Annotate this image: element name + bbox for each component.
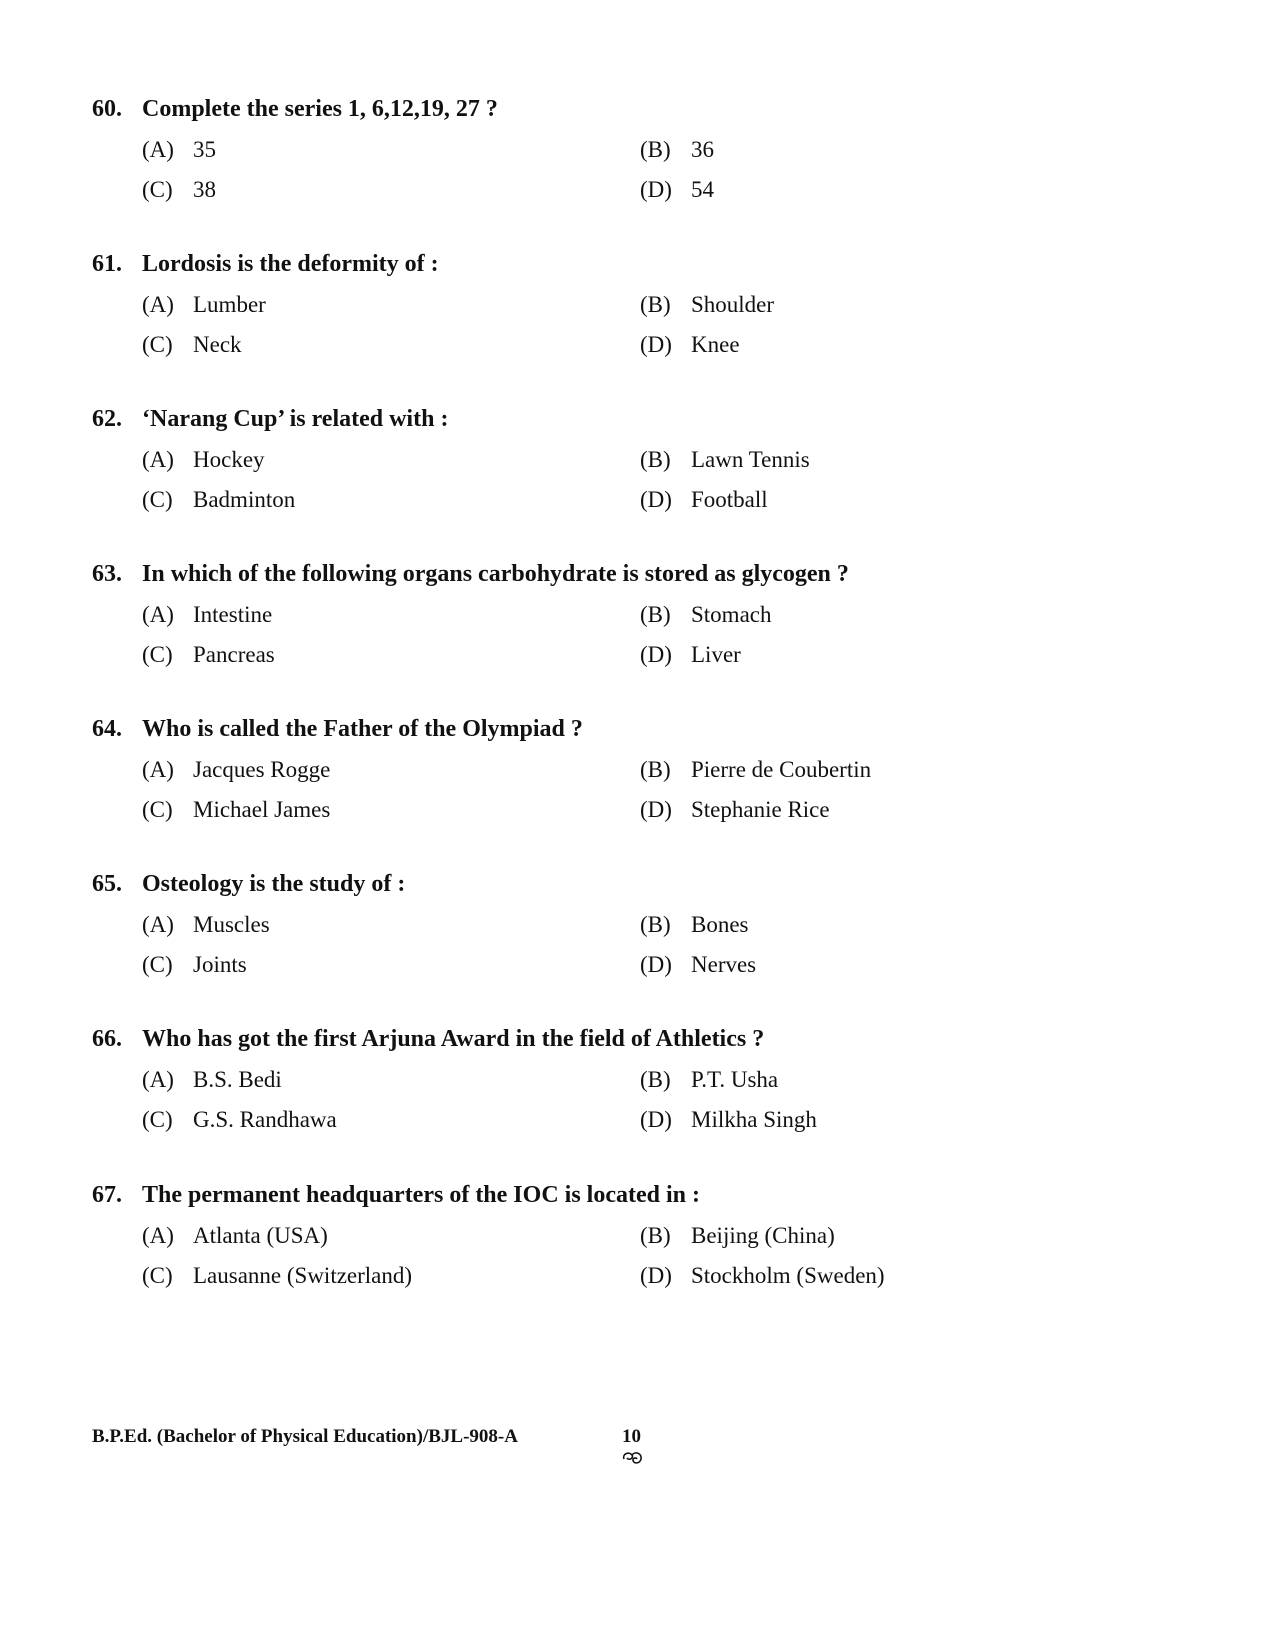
question-heading (92, 714, 583, 744)
question-number: 61. (92, 251, 122, 277)
option-label: (C) (142, 952, 173, 977)
question-heading (92, 249, 439, 279)
footer-course-code: B.P.Ed. (Bachelor of Physical Education)/BJL-908-A (92, 1426, 518, 1447)
option-text: Stephanie Rice (691, 797, 830, 822)
option-a (142, 755, 330, 785)
option-c (142, 175, 216, 205)
option-label: (C) (142, 642, 173, 667)
page-number: 10 (622, 1426, 641, 1447)
option-label: (C) (142, 1107, 173, 1132)
option-text: 54 (691, 177, 714, 202)
option-label: (A) (142, 757, 174, 782)
option-d (640, 795, 830, 825)
option-label: (B) (640, 137, 671, 162)
option-b (640, 910, 749, 940)
option-label: (B) (640, 757, 671, 782)
option-text: Pierre de Coubertin (691, 757, 872, 782)
option-label: (D) (640, 487, 672, 512)
option-a (142, 600, 272, 630)
option-text: Liver (691, 642, 741, 667)
question-heading (92, 559, 849, 589)
question-66 (92, 1024, 1192, 1174)
option-text: Lausanne (Switzerland) (193, 1263, 413, 1288)
question-text: Who is called the Father of the Olympiad ? (142, 716, 583, 742)
option-label: (D) (640, 952, 672, 977)
option-label: (A) (142, 912, 174, 937)
option-text: Lumber (193, 292, 266, 317)
question-64 (92, 714, 1192, 864)
option-text: Shoulder (691, 292, 775, 317)
option-b (640, 1221, 835, 1251)
option-label: (D) (640, 797, 672, 822)
question-heading (92, 404, 448, 434)
option-label: (A) (142, 1067, 174, 1092)
option-label: (A) (142, 602, 174, 627)
question-text: Who has got the first Arjuna Award in the field of Athletics ? (142, 1026, 765, 1052)
option-a (142, 1221, 328, 1251)
question-text: The permanent headquarters of the IOC is located in : (142, 1182, 700, 1208)
option-label: (A) (142, 137, 174, 162)
option-text: Michael James (193, 797, 331, 822)
question-number: 63. (92, 561, 122, 587)
option-label: (D) (640, 332, 672, 357)
question-number: 66. (92, 1026, 122, 1052)
option-label: (B) (640, 1223, 671, 1248)
option-text: Football (691, 487, 768, 512)
option-c (142, 485, 295, 515)
option-label: (C) (142, 332, 173, 357)
option-a (142, 135, 216, 165)
question-63 (92, 559, 1192, 709)
option-text: 36 (691, 137, 714, 162)
option-b (640, 600, 772, 630)
option-text: Stockholm (Sweden) (691, 1263, 885, 1288)
question-heading (92, 1024, 764, 1054)
option-text: Beijing (China) (691, 1223, 835, 1248)
question-65 (92, 869, 1192, 1019)
option-label: (B) (640, 292, 671, 317)
option-text: Stomach (691, 602, 772, 627)
option-label: (A) (142, 447, 174, 472)
option-text: Milkha Singh (691, 1107, 817, 1132)
question-text: Complete the series 1, 6,12,19, 27 ? (142, 96, 498, 122)
option-a (142, 910, 270, 940)
question-text: ‘Narang Cup’ is related with : (142, 406, 449, 432)
question-heading (92, 869, 405, 899)
option-text: B.S. Bedi (193, 1067, 282, 1092)
option-d (640, 950, 756, 980)
option-d (640, 330, 740, 360)
option-c (142, 1105, 337, 1135)
question-number: 65. (92, 871, 122, 897)
option-b (640, 445, 810, 475)
option-label: (C) (142, 177, 173, 202)
option-text: Atlanta (USA) (193, 1223, 328, 1248)
option-d (640, 175, 714, 205)
option-label: (D) (640, 177, 672, 202)
option-d (640, 1105, 817, 1135)
option-c (142, 795, 330, 825)
option-label: (A) (142, 1223, 174, 1248)
option-a (142, 290, 266, 320)
option-text: Lawn Tennis (691, 447, 810, 472)
option-c (142, 950, 247, 980)
option-text: Bones (691, 912, 749, 937)
question-number: 62. (92, 406, 122, 432)
question-heading (92, 1180, 700, 1210)
option-text: Intestine (193, 602, 273, 627)
option-label: (C) (142, 1263, 173, 1288)
option-text: Knee (691, 332, 740, 357)
option-label: (C) (142, 487, 173, 512)
option-text: G.S. Randhawa (193, 1107, 337, 1132)
option-b (640, 135, 714, 165)
option-b (640, 290, 774, 320)
option-d (640, 640, 741, 670)
option-text: Muscles (193, 912, 270, 937)
option-label: (B) (640, 912, 671, 937)
question-number: 67. (92, 1182, 122, 1208)
option-text: Jacques Rogge (193, 757, 331, 782)
question-text: In which of the following organs carbohydrate is stored as glycogen ? (142, 561, 849, 587)
question-60 (92, 94, 1192, 244)
question-number: 64. (92, 716, 122, 742)
option-label: (A) (142, 292, 174, 317)
option-c (142, 640, 275, 670)
option-c (142, 330, 242, 360)
question-62 (92, 404, 1192, 554)
option-d (640, 1261, 885, 1291)
option-a (142, 445, 265, 475)
option-label: (D) (640, 642, 672, 667)
option-b (640, 755, 871, 785)
question-text: Lordosis is the deformity of : (142, 251, 439, 277)
option-label: (D) (640, 1263, 672, 1288)
option-text: P.T. Usha (691, 1067, 779, 1092)
option-label: (B) (640, 447, 671, 472)
option-text: Badminton (193, 487, 296, 512)
option-d (640, 485, 768, 515)
option-label: (B) (640, 602, 671, 627)
question-number: 60. (92, 96, 122, 122)
printer-mark-icon (620, 1449, 644, 1467)
question-text: Osteology is the study of : (142, 871, 406, 897)
question-67 (92, 1180, 1192, 1330)
option-text: Joints (193, 952, 247, 977)
option-a (142, 1065, 282, 1095)
option-label: (B) (640, 1067, 671, 1092)
option-text: Pancreas (193, 642, 275, 667)
question-heading (92, 94, 498, 124)
option-text: 38 (193, 177, 216, 202)
option-label: (D) (640, 1107, 672, 1132)
option-text: Hockey (193, 447, 265, 472)
option-text: Neck (193, 332, 242, 357)
option-text: Nerves (691, 952, 757, 977)
option-text: 35 (193, 137, 216, 162)
option-label: (C) (142, 797, 173, 822)
option-c (142, 1261, 412, 1291)
option-b (640, 1065, 778, 1095)
question-61 (92, 249, 1192, 399)
